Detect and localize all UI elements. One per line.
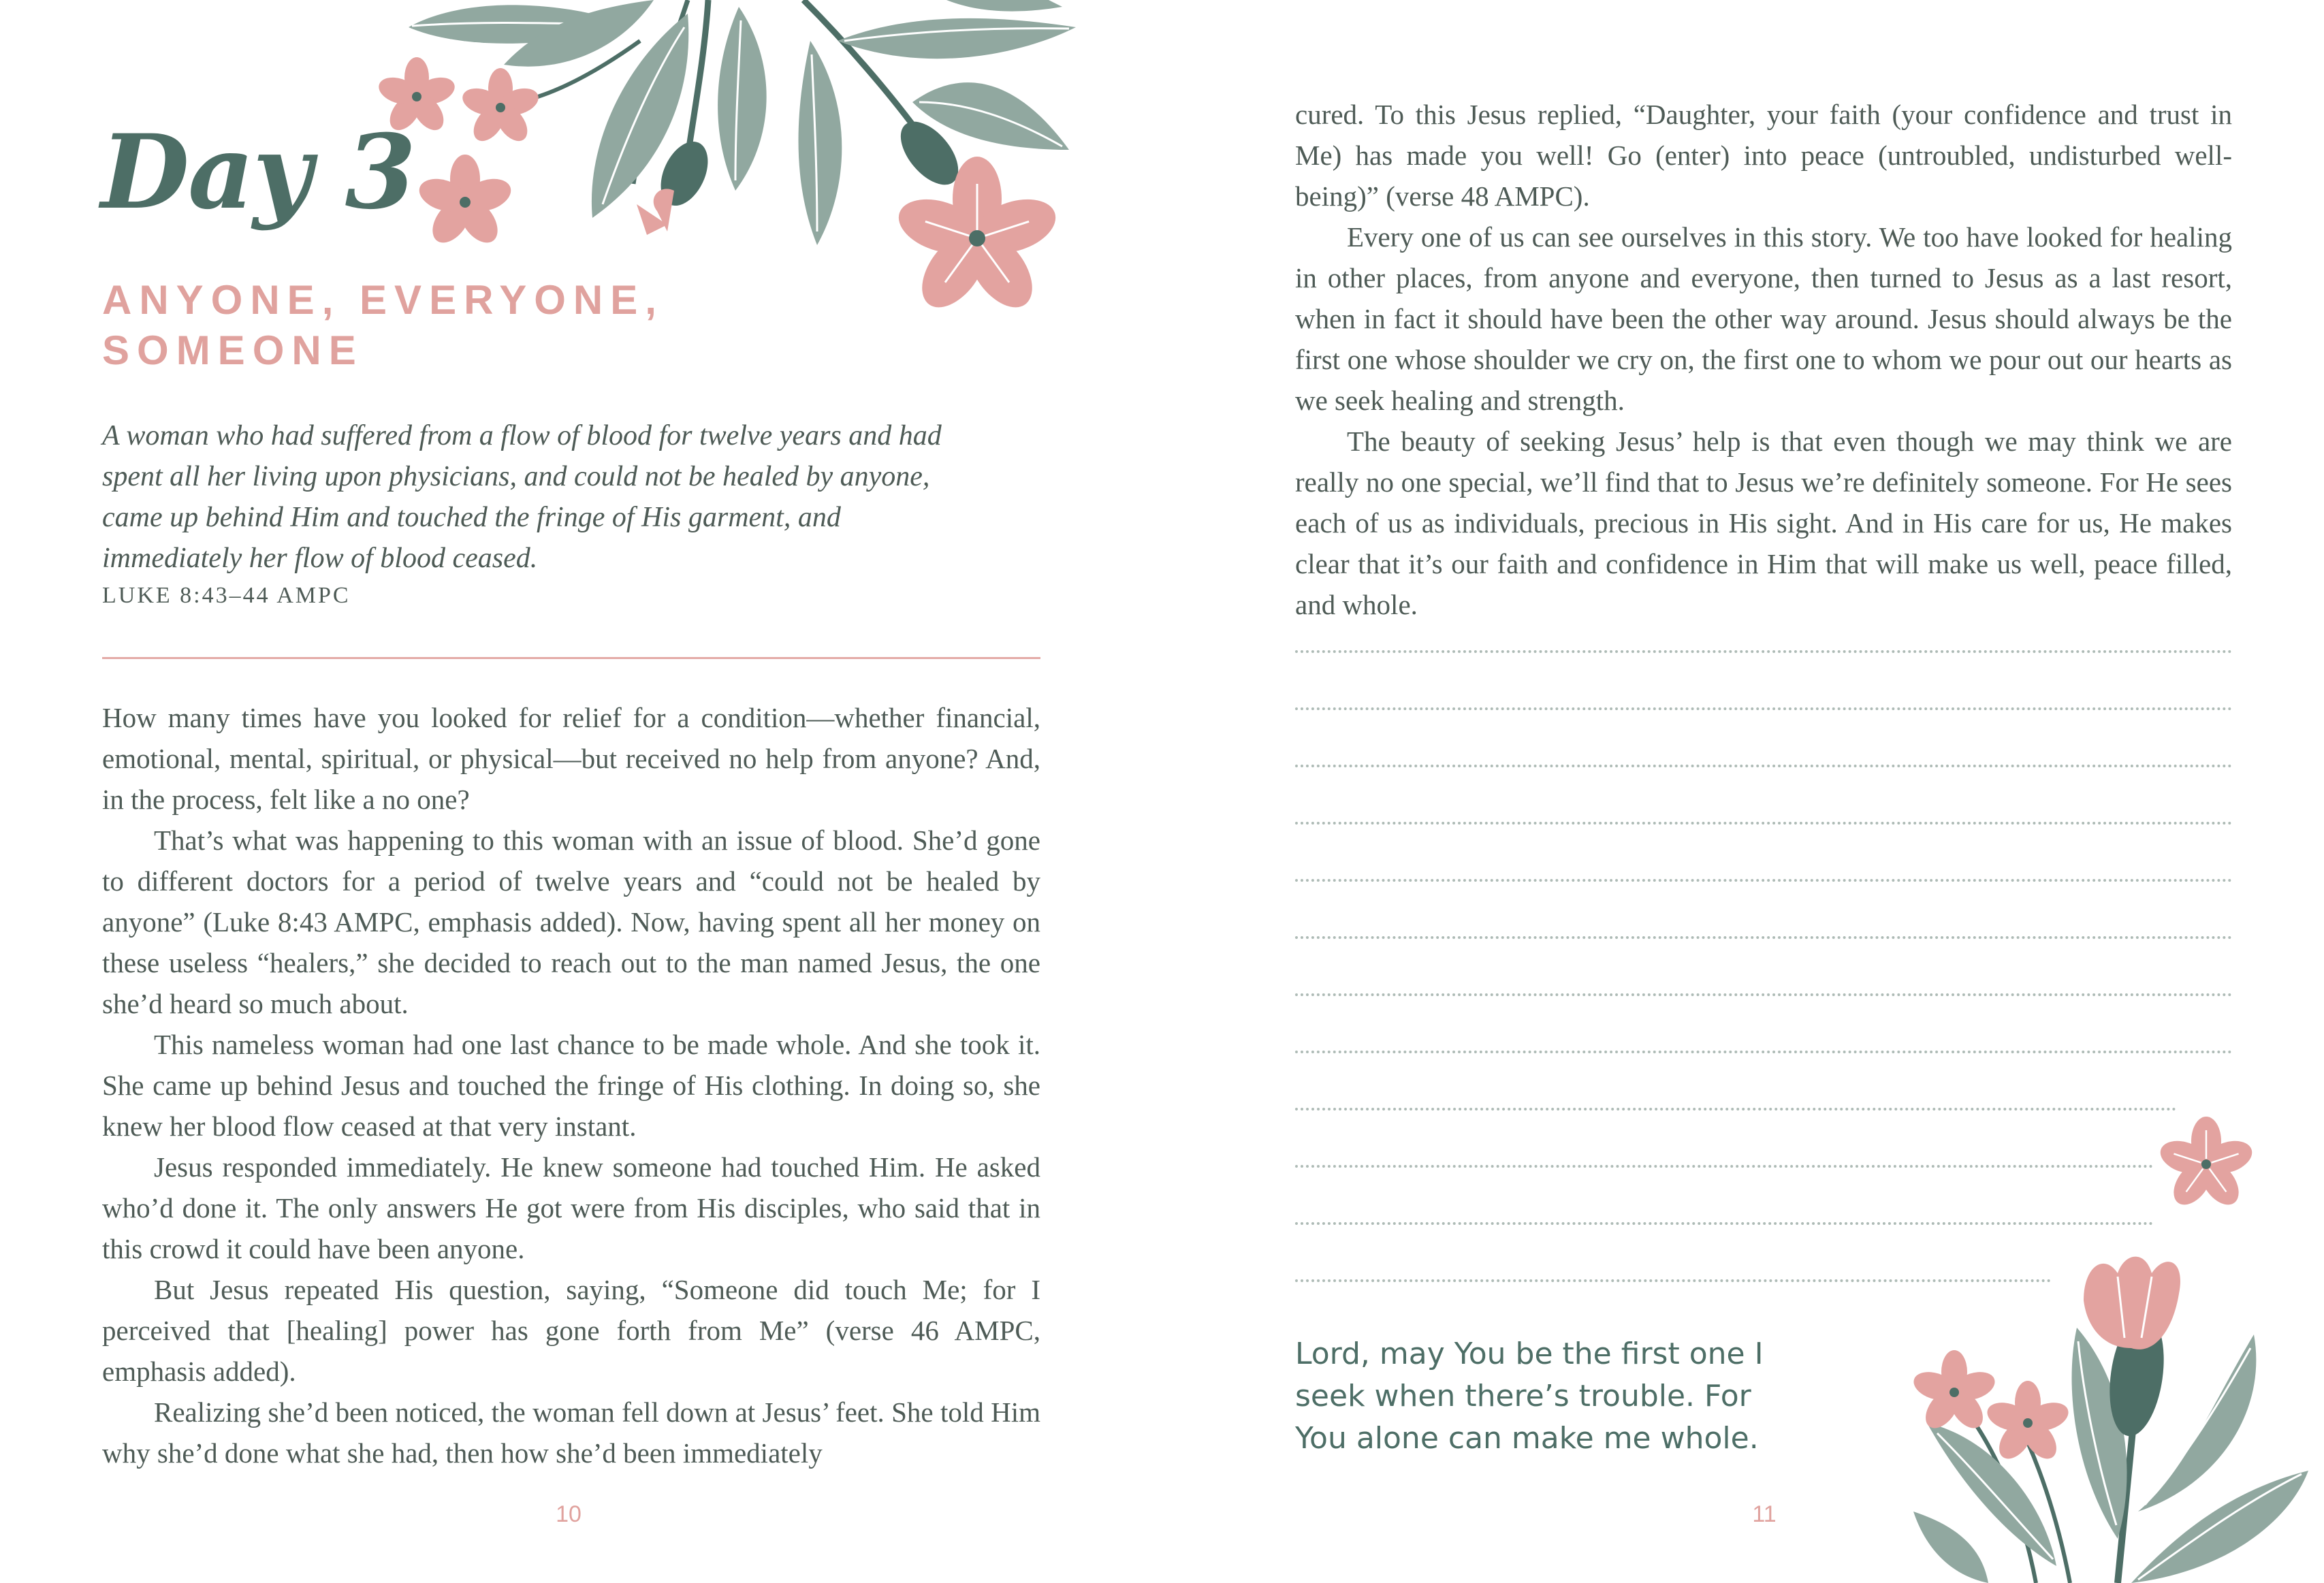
heading-line-1: ANYONE, EVERYONE, [102, 277, 664, 323]
verse-reference: LUKE 8:43–44 AMPC [102, 583, 351, 608]
journal-line[interactable] [1295, 1222, 2153, 1225]
paragraph: How many times have you looked for relief for a condition—whether financial, emotional, mental, spiritual, or physical—but received no help from anyone? And, in the process, felt like a no one? [102, 702, 1040, 815]
journal-line[interactable] [1295, 993, 2232, 996]
paragraph: Every one of us can see ourselves in this story. We too have looked for healing in other places, from anyone and everyone, then turned to Jesus as a last resort, when in fact it should have been the other way around. Jesus should always be the first one whose shoulder we cry on, the first one to whom we pour out our hearts as we seek healing and strength. [1295, 221, 2232, 416]
small-flower-right [2159, 1117, 2254, 1212]
scripture-verse: A woman who had suffered from a flow of blood for twelve years and had spent all her living upon physicians, and could not be healed by anyone, came up behind Him and touched the fringe of His garment, and immediately her flow of blood ceased. [102, 420, 942, 574]
day-label: Day 3 [101, 112, 415, 232]
journal-line[interactable] [1295, 707, 2232, 710]
paragraph: This nameless woman had one last chance to be made whole. And she took it. She came up behind Jesus and touched the fringe of His clothing. In doing so, she knew her blood flow ceased at that very instant. [102, 1029, 1040, 1142]
journal-line[interactable] [1295, 1165, 2153, 1168]
paragraph: Jesus responded immediately. He knew someone had touched Him. He asked who’d done it. The only answers He got were from His disciples, who said that in this crowd it could have been anyone. [102, 1151, 1040, 1264]
prayer-line-2: seek when there’s trouble. For [1295, 1379, 1751, 1413]
section-heading [102, 275, 783, 376]
floral-illustration-bottom [1900, 1253, 2324, 1583]
journal-line[interactable] [1295, 822, 2232, 825]
paragraph: That’s what was happening to this woman with an issue of blood. She’d gone to different doctors for a period of twelve years and “could not be healed by anyone” (Luke 8:43 AMPC, emphasis added). Now, having spent all her money on these useless “healers,” she decided to reach out to the man named Jesus, the one she’d heard so much about. [102, 825, 1040, 1019]
paragraph: cured. To this Jesus replied, “Daughter, your faith (your confidence and trust in Me) has made you well! Go (enter) into peace (untroubled, undisturbed well-being)” (verse 48 AMPC). [1295, 99, 2232, 212]
journal-line[interactable] [1295, 879, 2232, 882]
journal-line[interactable] [1295, 1108, 2176, 1110]
closing-prayer [1295, 1333, 1853, 1460]
journal-line[interactable] [1295, 936, 2232, 939]
devotional-body-left [102, 697, 1040, 1473]
paragraph: The beauty of seeking Jesus’ help is that even though we may think we are really no one special, we’ll find that to Jesus we’re definitely someone. For He sees each of us as individuals, precious in His sight. And in His care for us, He makes clear that it’s our faith and confidence in Him that will make us well, peace filled, and whole. [1295, 426, 2232, 620]
heading-line-2: SOMEONE [102, 327, 364, 373]
divider-rule [102, 657, 1040, 659]
journal-line[interactable] [1295, 1051, 2232, 1053]
paragraph: Realizing she’d been noticed, the woman fell down at Jesus’ feet. She told Him why she’d done what she had, then how she’d been immediately [102, 1396, 1040, 1469]
page-number-left: 10 [556, 1501, 582, 1527]
page-number-right: 11 [1752, 1501, 1777, 1527]
devotional-body-right [1295, 94, 2232, 625]
prayer-line-3: You alone can make me whole. [1295, 1421, 1759, 1456]
journal-line[interactable] [1295, 650, 2232, 653]
prayer-line-1: Lord, may You be the first one I [1295, 1337, 1764, 1371]
paragraph: But Jesus repeated His question, saying, “Someone did touch Me; for I perceived that [healing] power has gone forth from Me” (verse 46 AMPC, emphasis added). [102, 1274, 1040, 1387]
journal-line[interactable] [1295, 765, 2232, 767]
